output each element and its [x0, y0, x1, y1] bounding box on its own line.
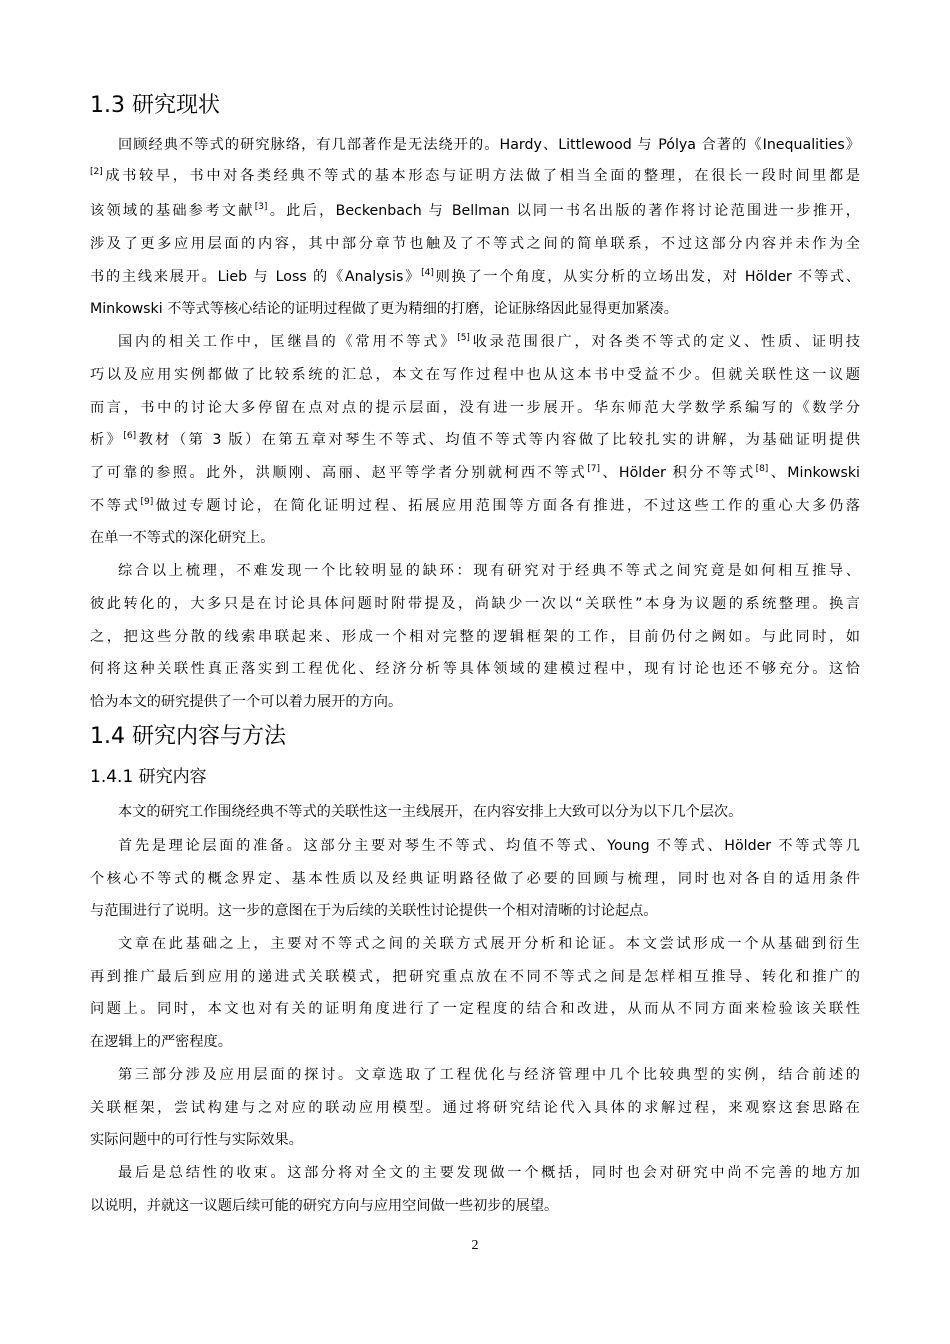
- citation: [2]: [90, 167, 103, 177]
- paragraph-line: 个核心不等式的概念界定、基本性质以及经典证明路径做了必要的回顾与梳理，同时也对各自的适用条件: [90, 871, 860, 887]
- paragraph-line: 再到推广最后到应用的递进式关联模式，把研究重点放在不同不等式之间是怎样相互推导、转化和推广的: [90, 969, 860, 985]
- page-number: 2: [471, 1238, 479, 1253]
- paragraph-line: 以说明，并就这一议题后续可能的研究方向与应用空间做一些初步的展望。: [90, 1198, 559, 1214]
- paragraph-line: [2]成书较早，书中对各类经典不等式的基本形态与证明方法做了相当全面的整理，在很长一段时间里都是: [90, 167, 860, 184]
- citation: [6]: [123, 431, 137, 441]
- citation: [4]: [421, 268, 434, 278]
- section-heading-1-4: 1.4 研究内容与方法: [90, 724, 286, 749]
- paragraph-line: 首先是理论层面的准备。这部分主要对琴生不等式、均值不等式、Young 不等式、Hölder 不等式等几: [118, 838, 860, 854]
- paragraph-line: 涉及了更多应用层面的内容，其中部分章节也触及了不等式之间的简单联系，不过这部分内容并未作为全: [90, 236, 860, 252]
- paragraph-line: 何将这种关联性真正落实到工程优化、经济分析等具体领域的建模过程中，现有讨论也还不够充分。这恰: [90, 661, 860, 677]
- paragraph-line: 析》[6]教材（第 3 版）在第五章对琴生不等式、均值不等式等内容做了比较扎实的讲解，为基础证明提供: [90, 431, 860, 448]
- citation: [5]: [457, 333, 470, 343]
- paragraph-line: 恰为本文的研究提供了一个可以着力展开的方向。: [90, 694, 403, 710]
- paragraph-line: 了可靠的参照。此外，洪顺刚、高丽、赵平等学者分别就柯西不等式[7]、Hölder 积分不等式[8]、Minkowski: [90, 464, 860, 481]
- paragraph-line: 巧以及应用实例都做了比较系统的汇总，本文在写作过程中也从这本书中受益不少。但就关联性这一议题: [90, 367, 860, 383]
- paragraph-line: 书的主线来展开。Lieb 与 Loss 的《Analysis》[4]则换了一个角度，从实分析的立场出发，对 Hölder 不等式、: [90, 268, 860, 285]
- paragraph-line: 最后是总结性的收束。这部分将对全文的主要发现做一个概括，同时也会对研究中尚不完善的地方加: [118, 1165, 860, 1181]
- paragraph-line: 之，把这些分散的线索串联起来、形成一个相对完整的逻辑框架的工作，目前仍付之阙如。与此同时，如: [90, 629, 860, 645]
- paragraph-line: 实际问题中的可行性与实际效果。: [90, 1132, 303, 1148]
- paragraph-line: 第三部分涉及应用层面的探讨。文章选取了工程优化与经济管理中几个比较典型的实例，结合前述的: [118, 1067, 860, 1083]
- citation: [9]: [140, 497, 154, 507]
- subsection-heading-1-4-1: 1.4.1 研究内容: [90, 767, 207, 787]
- paragraph-line: 彼此转化的，大多只是在讨论具体问题时附带提及，尚缺少一次以“关联性”本身为议题的系统整理。换言: [90, 596, 860, 612]
- citation: [8]: [755, 464, 769, 474]
- paragraph-line: 综合以上梳理，不难发现一个比较明显的缺环：现有研究对于经典不等式之间究竟是如何相互推导、: [118, 563, 860, 579]
- paragraph-line: 问题上。同时，本文也对有关的证明角度进行了一定程度的结合和改进，从而从不同方面来检验该关联性: [90, 1001, 860, 1017]
- paragraph-line: 文章在此基础之上，主要对不等式之间的关联方式展开分析和论证。本文尝试形成一个从基础到衍生: [118, 936, 860, 952]
- paragraph-line: Minkowski 不等式等核心结论的证明过程做了更为精细的打磨，论证脉络因此显得更加紧凑。: [90, 301, 678, 317]
- paragraph-line: 关联框架，尝试构建与之对应的联动应用模型。通过将研究结论代入具体的求解过程，来观察这套思路在: [90, 1100, 860, 1116]
- paragraph-line: 回顾经典不等式的研究脉络，有几部著作是无法绕开的。Hardy、Littlewood 与 Pólya 合著的《Inequalities》: [118, 137, 860, 153]
- citation: [3]: [254, 202, 268, 212]
- citation: [7]: [587, 464, 600, 474]
- section-heading-1-3: 1.3 研究现状: [90, 93, 220, 118]
- paragraph-line: 不等式[9]做过专题讨论，在简化证明过程、拓展应用范围等方面各有推进，不过这些工作的重心大多仍落: [90, 497, 860, 514]
- paragraph-line: 国内的相关工作中，匡继昌的《常用不等式》[5]收录范围很广，对各类不等式的定义、性质、证明技: [118, 333, 860, 350]
- paragraph-line: 本文的研究工作围绕经典不等式的关联性这一主线展开，在内容安排上大致可以分为以下几个层次。: [118, 804, 743, 820]
- paragraph-line: 在单一不等式的深化研究上。: [90, 530, 275, 546]
- paragraph-line: 而言，书中的讨论大多停留在点对点的提示层面，没有进一步展开。华东师范大学数学系编写的《数学分: [90, 400, 860, 416]
- paragraph-line: 该领域的基础参考文献[3]。此后，Beckenbach 与 Bellman 以同一书名出版的著作将讨论范围进一步推开，: [90, 202, 860, 219]
- paragraph-line: 与范围进行了说明。这一步的意图在于为后续的关联性讨论提供一个相对清晰的讨论起点。: [90, 903, 658, 919]
- paragraph-line: 在逻辑上的严密程度。: [90, 1034, 232, 1050]
